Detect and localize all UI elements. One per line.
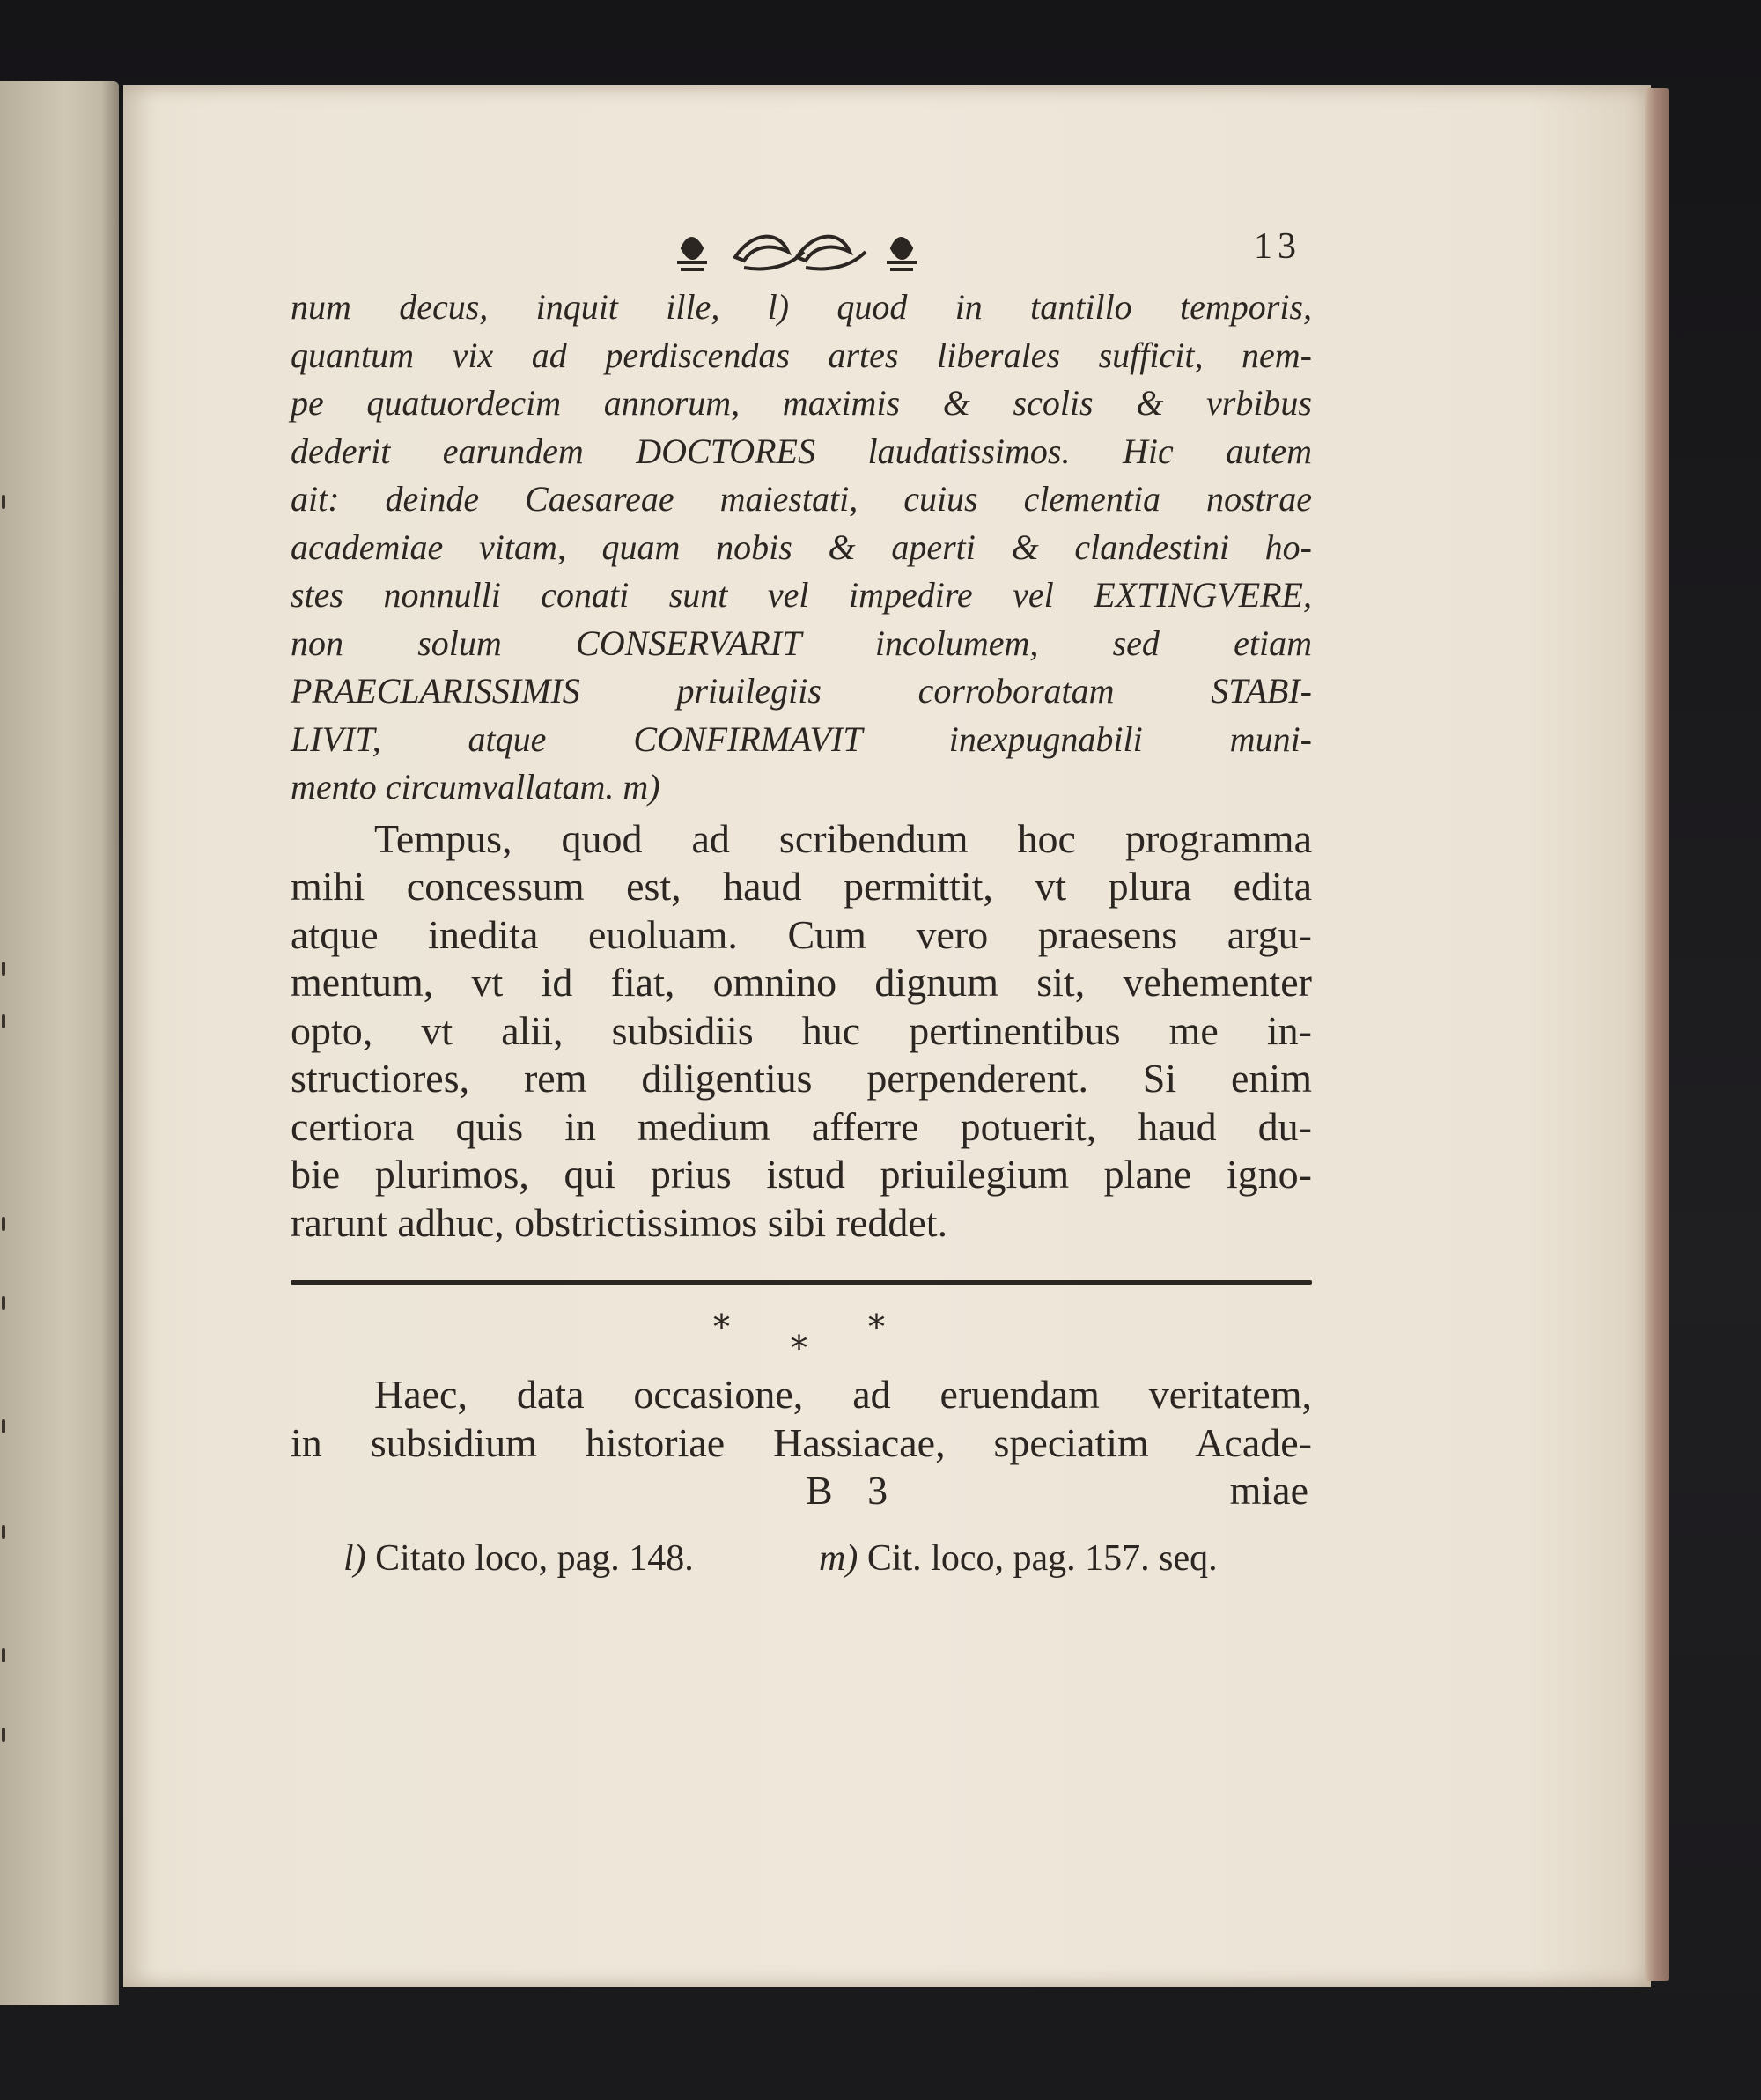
page-number: 13 xyxy=(1254,226,1301,267)
paragraph-quotation xyxy=(291,284,1312,812)
header-ornament-icon xyxy=(665,222,929,278)
text-line: structiores, rem diligentius perpenderent. Si enim xyxy=(291,1056,1312,1101)
footnote-m-mark: m) xyxy=(819,1538,858,1579)
text-line: LIVIT, atque CONFIRMAVIT inexpugnabili muni- xyxy=(291,718,1312,759)
text-line: Tempus, quod ad scribendum hoc programma xyxy=(374,815,1312,861)
signature-catchword-row xyxy=(291,1467,1312,1514)
text-line: rarunt adhuc, obstrictissimos sibi reddet. xyxy=(291,1199,948,1245)
text-line: dederit earundem DOCTORES laudatissimos. Hic autem xyxy=(291,431,1312,471)
text-line: quantum vix ad perdiscendas artes liberales sufficit, nem- xyxy=(291,335,1312,375)
asterisk-icon: * xyxy=(713,1308,730,1346)
text-line: academiae vitam, quam nobis & aperti & clandestini ho- xyxy=(291,527,1312,567)
text-line: stes nonnulli conati sunt vel impedire vel EXTINGVERE, xyxy=(291,575,1312,615)
text-line: certiora quis in medium afferre potuerit, haud du- xyxy=(291,1103,1312,1149)
asterisk-icon: * xyxy=(868,1308,885,1346)
running-header xyxy=(291,222,1312,284)
text-line: bie plurimos, qui prius istud priuilegium plane igno- xyxy=(291,1152,1312,1197)
text-line: num decus, inquit ille, l) quod in tantillo temporis, xyxy=(291,287,1312,327)
text-line: mihi concessum est, haud permittit, vt plura edita xyxy=(291,864,1312,909)
asterisk-icon: * xyxy=(791,1329,807,1367)
text-line: Haec, data occasione, ad eruendam veritatem, xyxy=(374,1372,1312,1417)
left-facing-page-edge xyxy=(0,81,119,2005)
footnote-m xyxy=(819,1537,1218,1580)
text-line: atque inedita euoluam. Cum vero praesens argu- xyxy=(291,911,1312,957)
signature-mark: B 3 xyxy=(806,1468,901,1513)
horizontal-rule xyxy=(291,1280,1312,1285)
text-line: non solum CONSERVARIT incolumem, sed etiam xyxy=(291,623,1312,663)
text-line: pe quatuordecim annorum, maximis & scolis & vrbibus xyxy=(291,383,1312,423)
paragraph-haec xyxy=(291,1371,1312,1467)
catchword: miae xyxy=(1229,1468,1308,1513)
footnote-l xyxy=(343,1537,694,1580)
text-line: mento circumvallatam. m) xyxy=(291,767,660,807)
footnotes xyxy=(291,1537,1312,1590)
footnote-l-mark: l) xyxy=(343,1538,366,1579)
page-fore-edge xyxy=(1645,88,1669,1981)
asterism xyxy=(291,1308,1312,1371)
text-line: in subsidium historiae Hassiacae, speciatim Acade- xyxy=(291,1419,1312,1465)
text-line: opto, vt alii, subsidiis huc pertinentibus me in- xyxy=(291,1007,1312,1053)
footnote-l-text: Citato loco, pag. 148. xyxy=(375,1538,694,1579)
footnote-m-text: Cit. loco, pag. 157. seq. xyxy=(866,1538,1218,1579)
text-line: PRAECLARISSIMIS priuilegiis corroboratam STABI- xyxy=(291,671,1312,711)
paragraph-tempus xyxy=(291,815,1312,1248)
gutter-marks xyxy=(0,81,18,2005)
page-text xyxy=(291,222,1312,1590)
text-line: mentum, vt id fiat, omnino dignum sit, vehementer xyxy=(291,960,1312,1005)
text-line: ait: deinde Caesareae maiestati, cuius clementia nostrae xyxy=(291,479,1312,519)
